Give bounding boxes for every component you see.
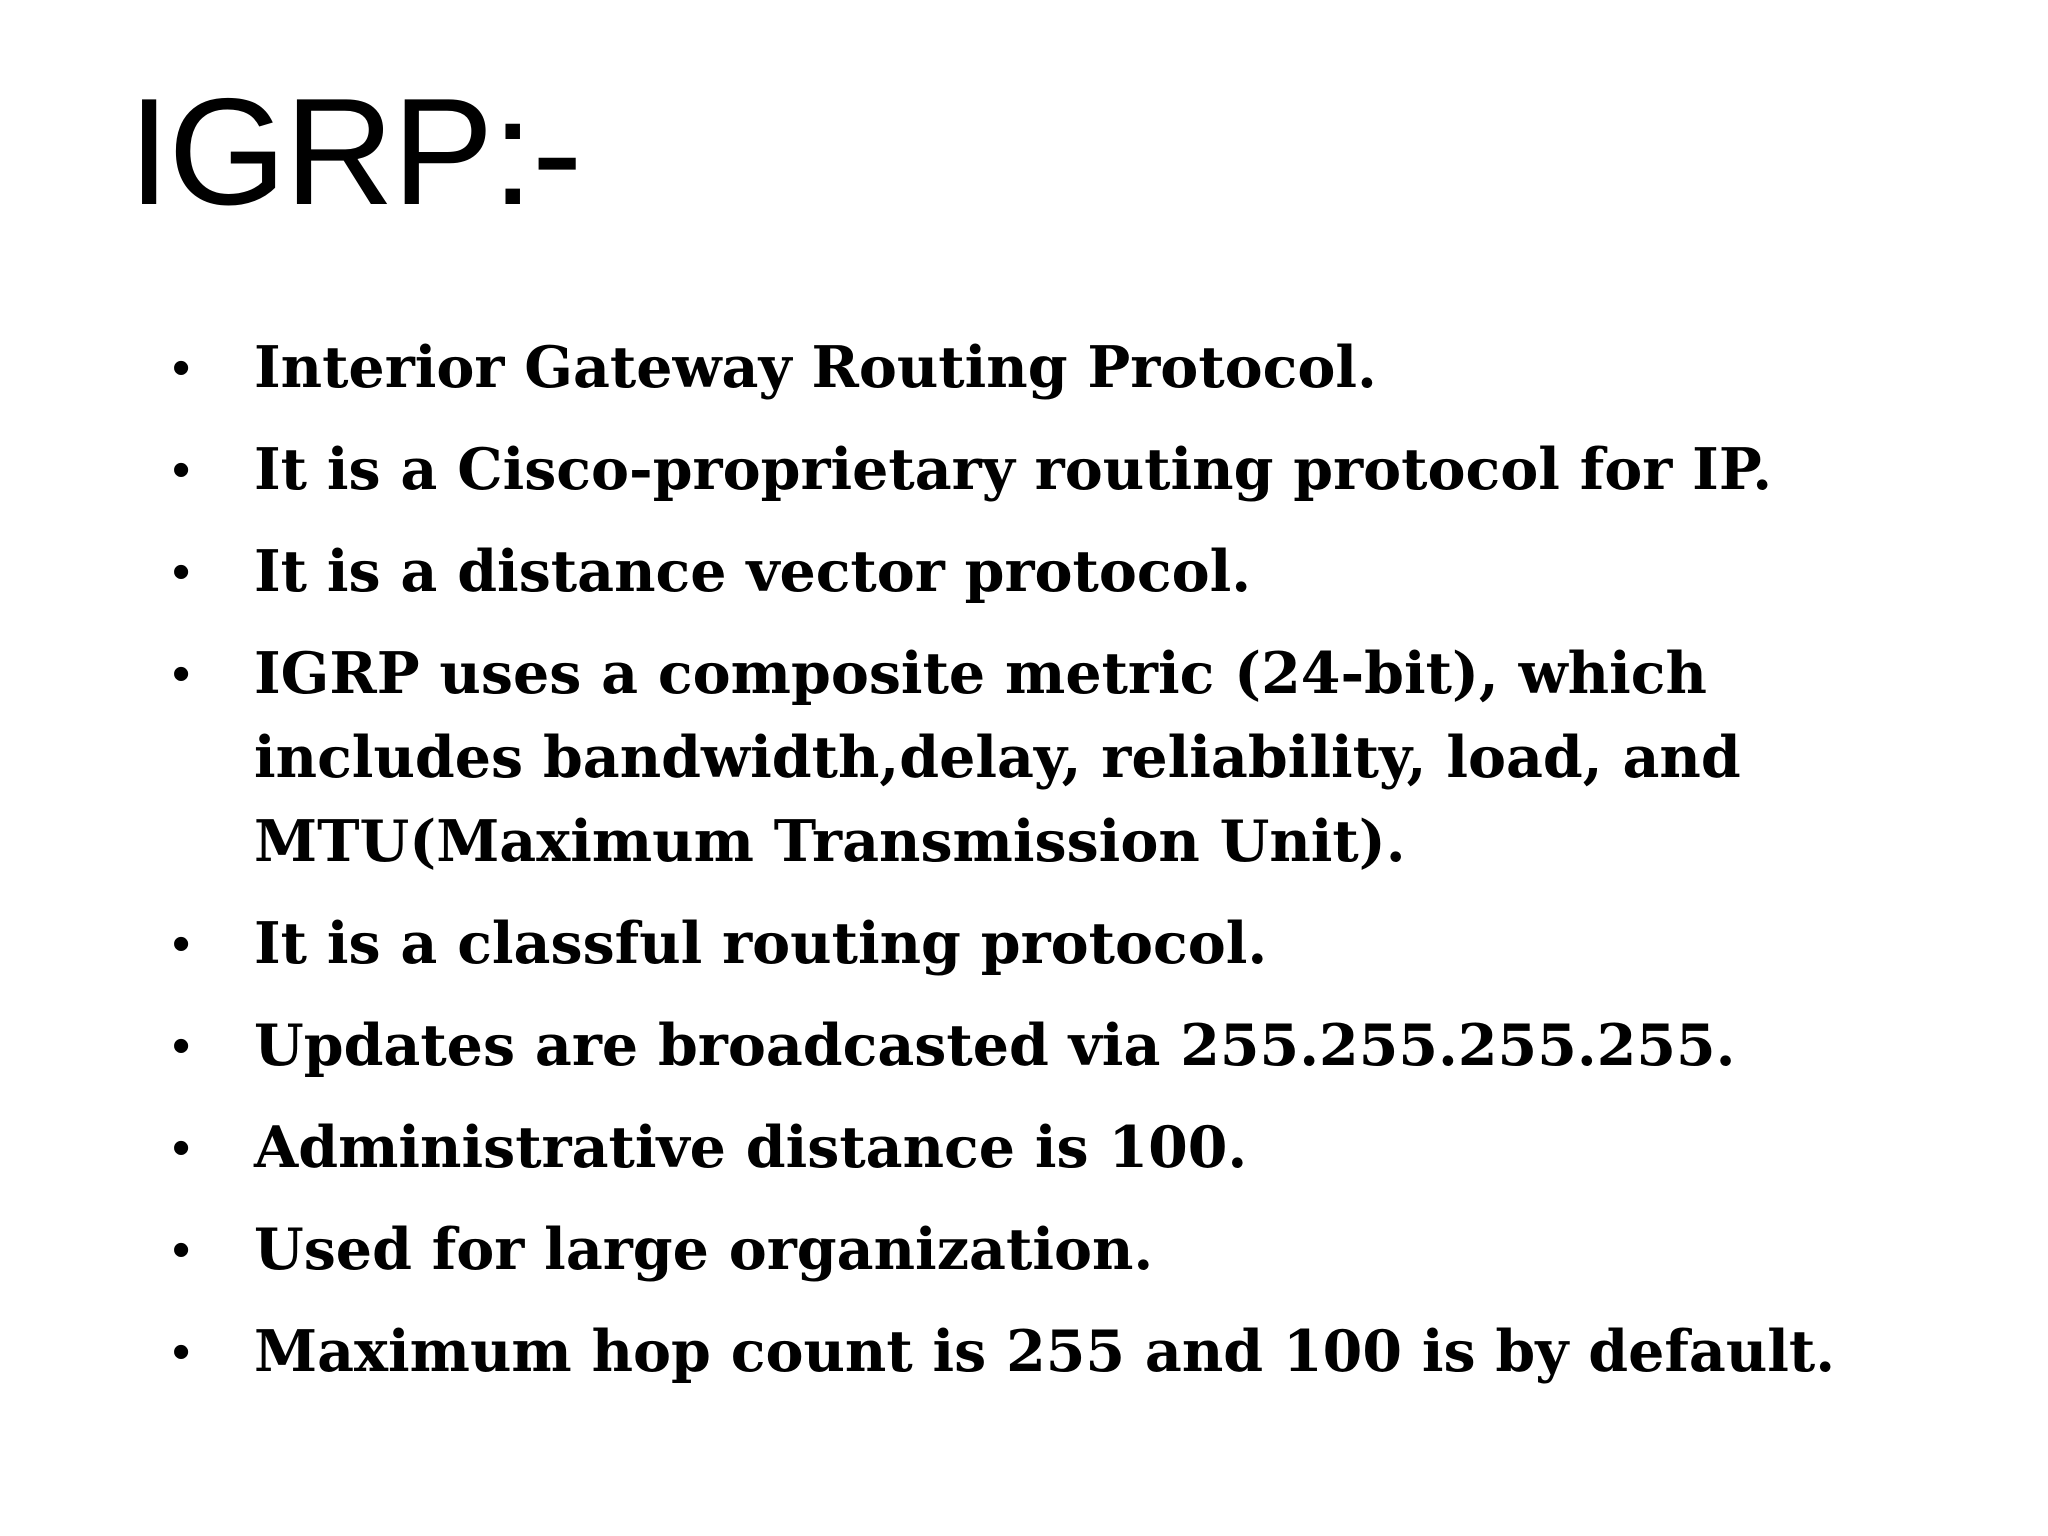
bullet-point-icon: • [172,645,191,703]
slide-title: IGRP:- [128,67,581,237]
bullet-item-large-organization [172,1208,1852,1292]
bullet-text: Interior Gateway Routing Protocol. [254,334,1377,401]
bullet-text: It is a distance vector protocol. [254,538,1252,605]
bullet-point-icon: • [172,915,191,973]
bullet-list [172,326,1852,1412]
bullet-point-icon: • [172,1119,191,1177]
bullet-item-full-name [172,326,1852,410]
bullet-item-administrative-distance [172,1106,1852,1190]
bullet-item-distance-vector [172,530,1852,614]
bullet-text: It is a Cisco-proprietary routing protocol for IP. [254,436,1773,503]
bullet-text: IGRP uses a composite metric (24-bit), which includes bandwidth,delay, reliability, load, and MTU(Maximum Transmission Unit). [254,640,1741,875]
bullet-text: Updates are broadcasted via 255.255.255.255. [254,1012,1736,1079]
bullet-item-cisco-proprietary [172,428,1852,512]
bullet-point-icon: • [172,339,191,397]
bullet-text: Maximum hop count is 255 and 100 is by default. [254,1318,1836,1385]
bullet-text: Administrative distance is 100. [254,1114,1248,1181]
bullet-point-icon: • [172,543,191,601]
bullet-item-broadcast-updates [172,1004,1852,1088]
bullet-text: Used for large organization. [254,1216,1154,1283]
bullet-point-icon: • [172,1017,191,1075]
bullet-item-classful [172,902,1852,986]
bullet-text: It is a classful routing protocol. [254,910,1268,977]
bullet-point-icon: • [172,441,191,499]
bullet-item-composite-metric [172,632,1852,884]
bullet-item-hop-count [172,1310,1852,1394]
bullet-point-icon: • [172,1323,191,1381]
bullet-point-icon: • [172,1221,191,1279]
